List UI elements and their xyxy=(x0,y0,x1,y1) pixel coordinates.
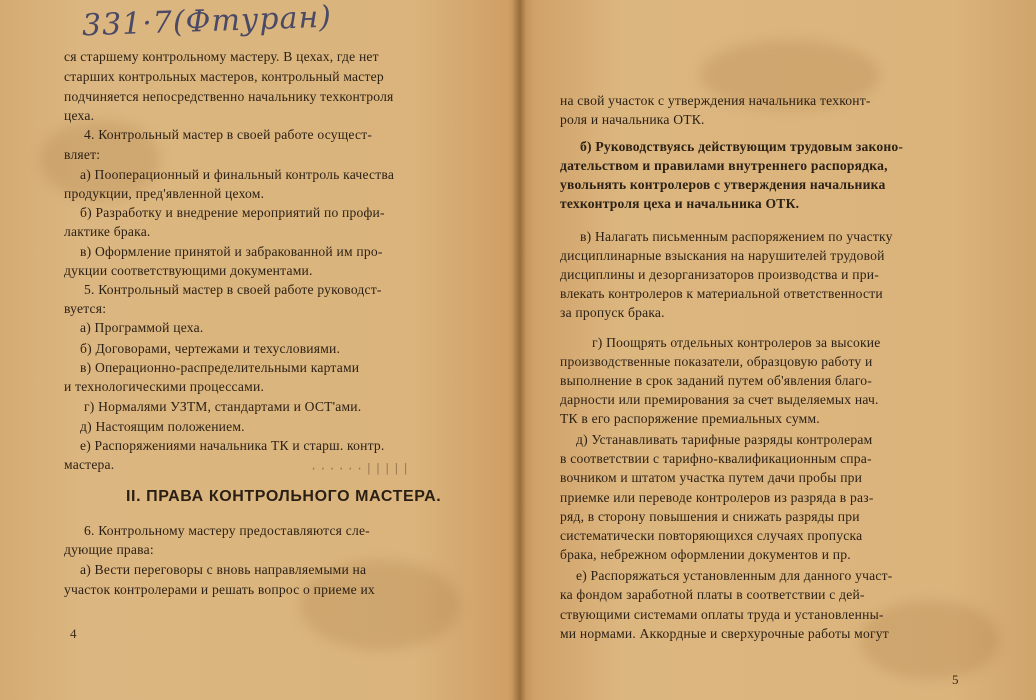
text-line: цеха. xyxy=(64,108,95,123)
text-line: 4. Контрольный мастер в своей работе осущест- xyxy=(84,127,373,142)
text-line: д) Устанавливать тарифные разряды контролерам xyxy=(576,432,873,447)
text-line: лактике брака. xyxy=(64,224,151,239)
text-line: а) Пооперационный и финальный контроль качества xyxy=(80,167,395,182)
text-line: е) Распоряжениями начальника ТК и старш. контр. xyxy=(80,438,385,453)
text-line: в) Налагать письменным распоряжением по участку xyxy=(580,229,893,244)
text-line: б) Договорами, чертежами и техусловиями. xyxy=(80,341,341,356)
text-line: е) Распоряжаться установленным для данного участ- xyxy=(576,568,893,583)
text-line: ка фондом заработной платы в соответствии с дей- xyxy=(560,587,865,602)
text-line: вочником и штатом участка путем дачи пробы при xyxy=(560,470,863,485)
text-line: дукции соответствующими документами. xyxy=(64,263,313,278)
handwritten-note: 331·7(Фтуран) xyxy=(81,0,333,44)
text-line: б) Разработку и внедрение мероприятий по профи- xyxy=(80,205,385,220)
text-line: ТК в его распоряжение премиальных сумм. xyxy=(560,411,820,426)
text-line: продукции, пред'явленной цехом. xyxy=(64,186,265,201)
text-line: приемке или переводе контролеров из разряда в раз- xyxy=(560,490,874,505)
text-line: роля и начальника ОТК. xyxy=(560,112,705,127)
text-line: в соответствии с тарифно-квалификационным спра- xyxy=(560,451,872,466)
text-line: выполнение в срок заданий путем об'явления благо- xyxy=(560,373,873,388)
text-line: увольнять контролеров с утверждения начальника xyxy=(560,177,886,192)
text-line: ся старшему контрольному мастеру. В цехах, где нет xyxy=(64,49,379,64)
text-line: техконтроля цеха и начальника ОТК. xyxy=(560,196,800,211)
text-line: дательством и правилами внутреннего распорядка, xyxy=(560,158,888,173)
text-line: дисциплины и дезорганизаторов производства и при- xyxy=(560,267,879,282)
text-line: дисциплинарные взыскания на нарушителей трудовой xyxy=(560,248,885,263)
text-line: подчиняется непосредственно начальнику техконтроля xyxy=(64,89,394,104)
text-line: дующие права: xyxy=(64,542,154,557)
text-line: ствующими системами оплаты труда и установленны- xyxy=(560,607,884,622)
text-line: за пропуск брака. xyxy=(560,305,665,320)
text-line: д) Настоящим положением. xyxy=(80,419,245,434)
text-line: производственные показатели, образцовую работу и xyxy=(560,354,873,369)
text-line: участок контролерами и решать вопрос о приеме их xyxy=(64,582,375,597)
faded-text: ······||||| xyxy=(310,462,412,476)
text-line: в) Операционно-распределительными картами xyxy=(80,360,360,375)
text-line: систематически повторяющихся случаях пропуска xyxy=(560,528,863,543)
text-line: в) Оформление принятой и забракованной им про- xyxy=(80,244,383,259)
page-number: 5 xyxy=(952,672,959,687)
text-line: мастера. xyxy=(64,457,115,472)
text-line: а) Программой цеха. xyxy=(80,320,204,335)
text-line: ряд, в сторону повышения и снижать разряды при xyxy=(560,509,860,524)
text-line: 5. Контрольный мастер в своей работе руководст- xyxy=(84,282,382,297)
text-line: а) Вести переговоры с вновь направляемыми на xyxy=(80,562,367,577)
text-line: б) Руководствуясь действующим трудовым законо- xyxy=(580,139,904,154)
text-line: старших контрольных мастеров, контрольный мастер xyxy=(64,69,384,84)
text-line: ми нормами. Аккордные и сверхурочные работы могут xyxy=(560,626,889,641)
text-line: г) Поощрять отдельных контролеров за высокие xyxy=(592,335,881,350)
text-line: и технологическими процессами. xyxy=(64,379,265,394)
text-line: г) Нормалями УЗТМ, стандартами и ОСТ'ами. xyxy=(84,399,362,414)
text-line: вляет: xyxy=(64,147,101,162)
text-line: 6. Контрольному мастеру предоставляются сле- xyxy=(84,523,370,538)
section-heading: II. ПРАВА КОНТРОЛЬНОГО МАСТЕРА. xyxy=(126,488,442,505)
text-line: влекать контролеров к материальной ответственности xyxy=(560,286,883,301)
text-line: вуется: xyxy=(64,301,107,316)
text-line: брака, небрежном оформлении документов и пр. xyxy=(560,547,851,562)
text-line: дарности или премирования за счет выделяемых нач. xyxy=(560,392,879,407)
right-page xyxy=(518,0,1036,700)
page-number: 4 xyxy=(70,626,77,641)
text-line: на свой участок с утверждения начальника техконт- xyxy=(560,93,871,108)
